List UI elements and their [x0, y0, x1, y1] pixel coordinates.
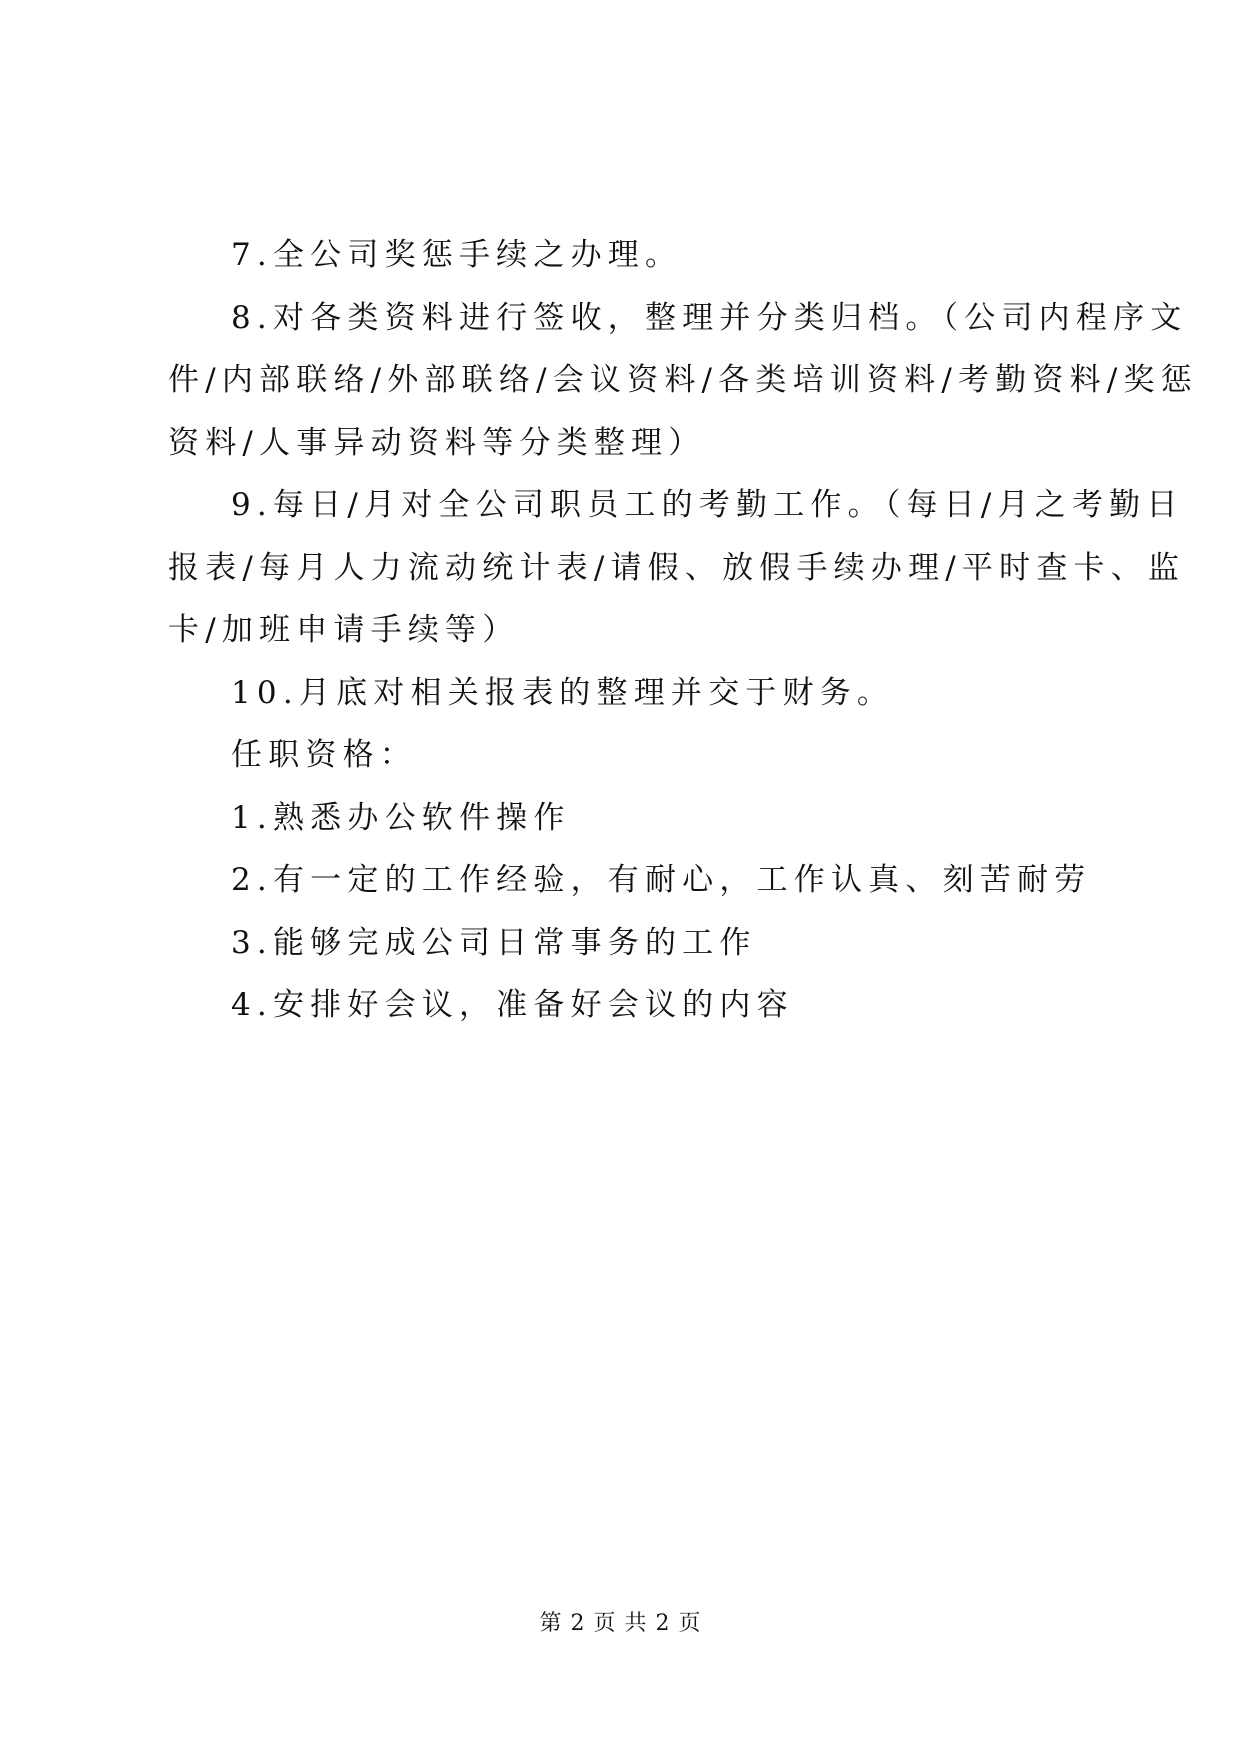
- qualification-item-1: 1.熟悉办公软件操作: [231, 800, 571, 836]
- qualifications-heading: 任职资格：: [231, 737, 417, 773]
- duty-item-8: 8.对各类资料进行签收，整理并分类归档。（公司内程序文: [231, 300, 1188, 336]
- page-footer: 第 2 页 共 2 页: [539, 1611, 702, 1636]
- duty-item-10: 10.月底对相关报表的整理并交于财务。: [231, 675, 895, 711]
- duty-item-8-continuation-2: 资料/人事异动资料等分类整理）: [168, 425, 706, 461]
- qualification-item-4: 4.安排好会议，准备好会议的内容: [231, 987, 794, 1023]
- duty-item-7: 7.全公司奖惩手续之办理。: [231, 237, 683, 273]
- qualification-item-3: 3.能够完成公司日常事务的工作: [231, 925, 757, 961]
- duty-item-9-continuation-1: 报表/每月人力流动统计表/请假、放假手续办理/平时查卡、监: [168, 550, 1186, 586]
- qualification-item-2: 2.有一定的工作经验，有耐心，工作认真、刻苦耐劳: [231, 862, 1092, 898]
- duty-item-8-continuation-1: 件/内部联络/外部联络/会议资料/各类培训资料/考勤资料/奖惩: [168, 362, 1198, 398]
- duty-item-9: 9.每日/月对全公司职员工的考勤工作。（每日/月之考勤日: [231, 487, 1184, 523]
- duty-item-9-continuation-2: 卡/加班申请手续等）: [168, 612, 520, 648]
